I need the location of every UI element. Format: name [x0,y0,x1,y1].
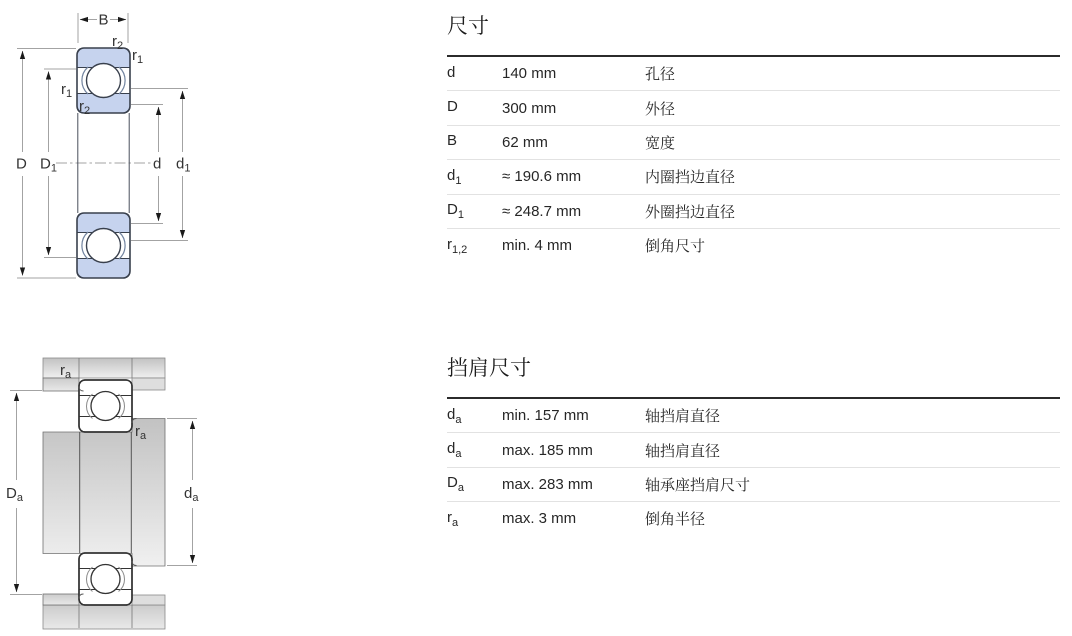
table-row [447,229,1060,262]
ball-bottom [87,229,121,263]
dim-label-ra-top: $r_a$ [60,362,72,381]
description-cell: 宽度 [645,134,676,152]
abutment-table [447,399,1060,536]
description-cell: 孔径 [645,66,676,84]
table-row [447,502,1060,535]
symbol-cell: B [447,132,458,150]
dim-label-D: D [16,155,27,173]
dim-label-Da: $D_a$ [6,485,23,504]
table-row [447,126,1060,160]
dim-label-d1: $d_1$ [176,155,191,175]
dimensions-table-panel [447,14,1060,262]
dim-label-r2-left: $r_2$ [79,98,91,117]
ball-top [91,392,120,421]
symbol-cell: $d_a$ [447,405,462,426]
table-row [447,160,1060,194]
table-row [447,433,1060,467]
symbol-cell: d [447,63,456,81]
description-cell: 轴挡肩直径 [645,442,721,460]
dim-label-B: B [98,11,109,29]
symbol-cell: $D_1$ [447,201,464,222]
bearing-cross-section-diagram [0,0,230,320]
symbol-cell: $r_{1,2}$ [447,235,468,256]
bearing-section-bottom [79,553,132,605]
table-row [447,195,1060,229]
bearing-abutment-diagram [0,355,230,636]
table-row [447,468,1060,502]
description-cell: 轴挡肩直径 [645,408,721,426]
dim-label-r1-left: $r_1$ [61,81,73,100]
value-cell: ≈ 190.6 mm [502,168,582,186]
value-cell: max. 3 mm [502,510,577,528]
description-cell: 外径 [645,100,676,118]
ball-bottom [91,565,120,594]
symbol-cell: D [447,98,458,116]
dim-label-r2-top: $r_2$ [112,33,124,52]
value-cell: 140 mm [502,65,557,83]
section-title-dimensions: 尺寸 [447,15,489,38]
value-cell: max. 283 mm [502,475,593,493]
dim-label-d: d [153,155,162,173]
description-cell: 倒角半径 [645,511,706,529]
value-cell: max. 185 mm [502,441,593,459]
symbol-cell: $r_a$ [447,508,459,529]
description-cell: 外圈挡边直径 [645,203,736,221]
housing-shoulder-bottom [43,594,79,605]
dim-label-r1-topright: $r_1$ [132,47,144,66]
value-cell: min. 4 mm [502,237,573,255]
value-cell: 300 mm [502,99,557,117]
value-cell: 62 mm [502,133,548,151]
description-cell: 内圈挡边直径 [645,169,736,187]
housing-shoulder-top [43,378,79,391]
value-cell: min. 157 mm [502,407,589,425]
symbol-cell: $D_a$ [447,474,464,495]
dimensions-table [447,57,1060,262]
description-cell: 倒角尺寸 [645,238,706,256]
abutment-table-panel [447,356,1060,536]
bearing-section-top [79,380,132,432]
table-row [447,399,1060,433]
shaft-body [43,419,165,567]
table-row [447,91,1060,125]
ball-top [87,64,121,98]
description-cell: 轴承座挡肩尺寸 [645,476,751,494]
symbol-cell: $d_1$ [447,166,462,187]
dim-label-D1: $D_1$ [40,155,57,175]
section-title-abutment: 挡肩尺寸 [447,357,531,380]
dim-label-ra-mid: $r_a$ [135,423,147,442]
symbol-cell: $d_a$ [447,440,462,461]
table-row [447,57,1060,91]
value-cell: ≈ 248.7 mm [502,202,582,220]
dim-label-da: $d_a$ [184,485,199,504]
